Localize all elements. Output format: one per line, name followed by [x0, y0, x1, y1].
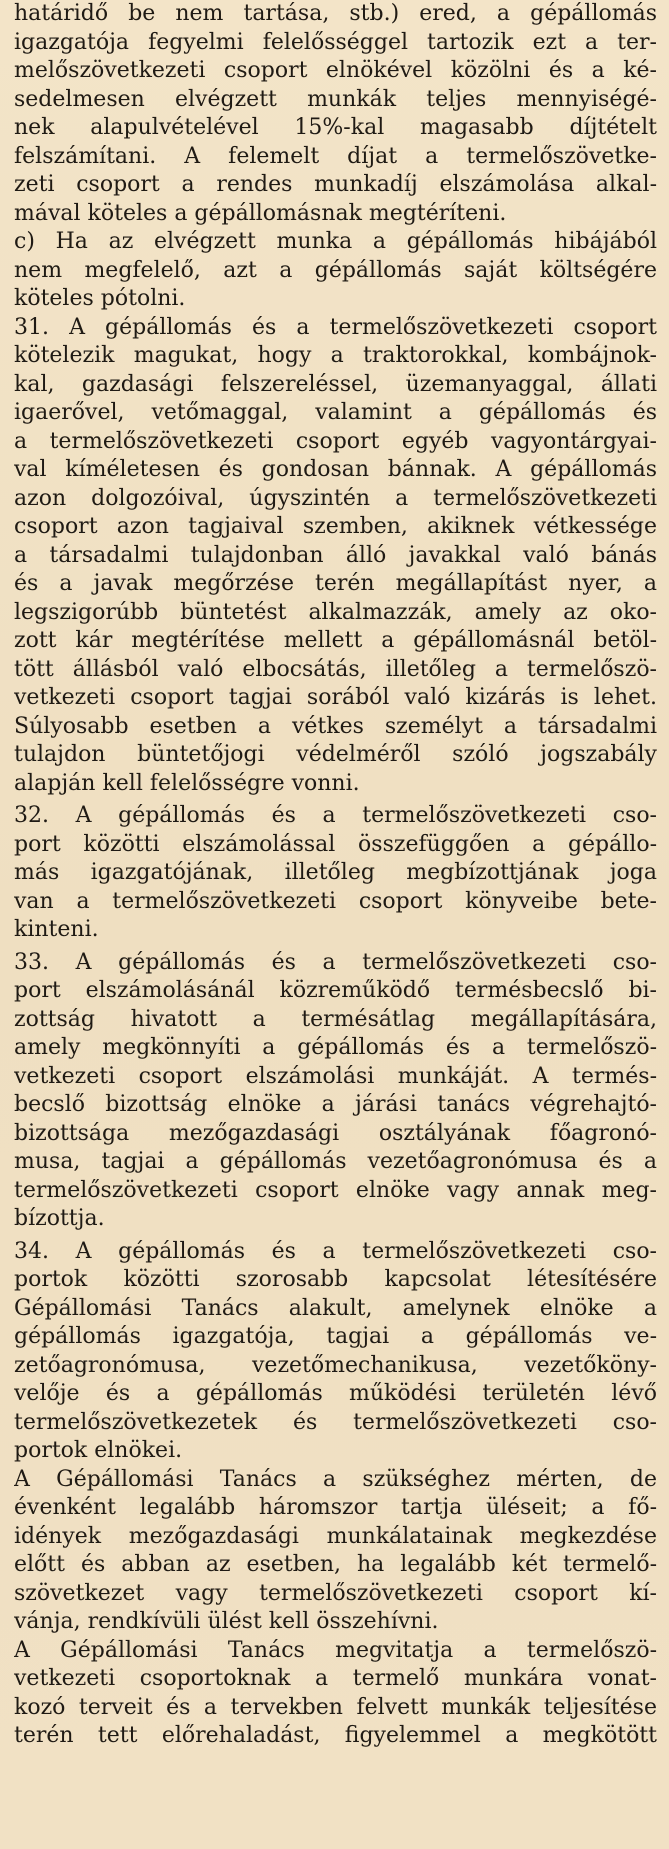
- text-line: kozó terveit és a tervekben felvett munkák teljesítése: [14, 1694, 657, 1720]
- paragraph-30b-continued: [14, 0, 657, 228]
- text-line: csoport azon tagjaival szemben, akiknek vétkessége: [14, 514, 657, 539]
- text-line: alapján kell felelősségre vonni.: [14, 770, 360, 796]
- text-line: legszigorúbb büntetést alkalmazzák, amely az oko-: [14, 599, 657, 625]
- text-line: zottság hivatott a termésátlag megállapítására,: [14, 1006, 657, 1032]
- text-line: a társadalmi tulajdonban álló javakkal való bánás: [14, 542, 657, 568]
- text-line: kinteni.: [14, 917, 99, 942]
- text-line: c) Ha az elvégzett munka a gépállomás hibájából: [14, 229, 657, 254]
- text-line: 31. A gépállomás és a termelőszövetkezeti csoport: [14, 314, 657, 340]
- text-line: terén tett előrehaladást, figyelemmel a megkötött: [14, 1723, 657, 1748]
- text-line: kal, gazdasági felszereléssel, üzemanyaggal, állati: [14, 371, 657, 397]
- text-line: igazgatója fegyelmi felelősséggel tartozik ezt a ter-: [14, 29, 657, 55]
- text-line: tulajdon büntetőjogi védelméről szóló jogszabály: [14, 742, 657, 767]
- text-line: a termelőszövetkezeti csoport egyéb vagyontárgyai-: [14, 428, 657, 454]
- text-line: 34. A gépállomás és a termelőszövetkezeti cso-: [14, 1238, 657, 1264]
- text-line: van a termelőszövetkezeti csoport könyveibe bete-: [14, 888, 657, 914]
- paragraph-34-council-meetings: [14, 1466, 657, 1637]
- text-line: zetőagronómusa, vezetőmechanikusa, vezetőköny-: [14, 1352, 657, 1378]
- text-line: portok elnökei.: [14, 1438, 183, 1463]
- text-line: tött állásból való elbocsátás, illetőleg a termelőszö-: [14, 656, 657, 682]
- text-line: zeti csoport a rendes munkadíj elszámolása alkal-: [14, 172, 657, 197]
- text-line: vetkezeti csoport tagjai sorából való kizárás is lehet.: [14, 685, 657, 710]
- text-line: és a javak megőrzése terén megállapítást nyer, a: [14, 571, 657, 596]
- paragraph-32: [14, 802, 657, 945]
- text-line: nek alapulvételével 15%-kal magasabb díjtételt: [14, 115, 657, 140]
- text-line: melőszövetkezeti csoport elnökével közölni és a ké-: [14, 58, 657, 83]
- text-line: nem megfelelő, azt a gépállomás saját költségére: [14, 257, 657, 283]
- text-line: amely megkönnyíti a gépállomás és a termelőszö-: [14, 1035, 657, 1060]
- text-line: port elszámolásánál közreműködő termésbecslő bi-: [14, 978, 657, 1003]
- text-line: termelőszövetkezetek és termelőszövetkezeti cso-: [14, 1409, 657, 1435]
- text-line: vetkezeti csoport elszámolási munkáját. A termés-: [14, 1063, 657, 1089]
- text-line: más igazgatójának, illetőleg megbízottjának joga: [14, 860, 657, 885]
- text-line: felszámítani. A felemelt díjat a termelőszövetke-: [14, 143, 657, 169]
- paragraph-30c: [14, 228, 657, 314]
- text-line: becslő bizottság elnöke a járási tanács végrehajtó-: [14, 1092, 657, 1117]
- text-line: azon dolgozóival, úgyszintén a termelőszövetkezeti: [14, 485, 657, 511]
- text-line: bizottsága mezőgazdasági osztályának főagronó-: [14, 1120, 657, 1146]
- text-line: sedelmesen elvégzett munkák teljes mennyiségé-: [14, 86, 657, 112]
- text-line: velője és a gépállomás működési területén lévő: [14, 1381, 657, 1406]
- text-line: val kíméletesen és gondosan bánnak. A gépállomás: [14, 457, 657, 482]
- text-line: köteles pótolni.: [14, 286, 186, 311]
- text-line: port közötti elszámolással összefüggően a gépállo-: [14, 831, 657, 857]
- text-line: Gépállomási Tanács alakult, amelynek elnöke a: [14, 1295, 657, 1321]
- text-line: termelőszövetkezeti csoport elnöke vagy annak meg-: [14, 1177, 657, 1203]
- text-line: 33. A gépállomás és a termelőszövetkezeti cso-: [14, 949, 657, 975]
- text-line: vetkezeti csoportoknak a termelő munkára vonat-: [14, 1666, 657, 1691]
- text-line: A Gépállomási Tanács megvitatja a termelőszö-: [14, 1637, 657, 1663]
- paragraph-33: [14, 949, 657, 1234]
- text-line: zott kár megtérítése mellett a gépállomásnál betöl-: [14, 628, 657, 653]
- text-line: mával köteles a gépállomásnak megtéríteni.: [14, 200, 507, 226]
- text-line: 32. A gépállomás és a termelőszövetkezeti cso-: [14, 803, 657, 828]
- text-line: gépállomás igazgatója, tagjai a gépállomás ve-: [14, 1324, 657, 1349]
- text-line: szövetkezet vagy termelőszövetkezeti csoport kí-: [14, 1580, 657, 1606]
- text-line: A Gépállomási Tanács a szükséghez mérten, de: [14, 1466, 657, 1492]
- text-line: előtt és abban az esetben, ha legalább két termelő-: [14, 1552, 657, 1577]
- text-line: portok közötti szorosabb kapcsolat létesítésére: [14, 1267, 657, 1292]
- text-line: igaerővel, vetőmaggal, valamint a gépállomás és: [14, 400, 657, 425]
- text-line: határidő be nem tartása, stb.) ered, a gépállomás: [14, 1, 657, 26]
- text-line: vánja, rendkívüli ülést kell összehívni.: [14, 1609, 439, 1634]
- text-line: Súlyosabb esetben a vétkes személyt a társadalmi: [14, 713, 657, 739]
- paragraph-34-council-duties: [14, 1637, 657, 1751]
- text-line: idények mezőgazdasági munkálatainak megkezdése: [14, 1523, 657, 1549]
- paragraph-31: [14, 314, 657, 799]
- text-line: bízottja.: [14, 1206, 105, 1231]
- paragraph-34: [14, 1238, 657, 1466]
- text-line: musa, tagjai a gépállomás vezetőagronómusa és a: [14, 1149, 657, 1174]
- text-line: kötelezik magukat, hogy a traktorokkal, kombájnok-: [14, 343, 657, 368]
- text-line: évenként legalább háromszor tartja üléseit; a fő-: [14, 1495, 657, 1520]
